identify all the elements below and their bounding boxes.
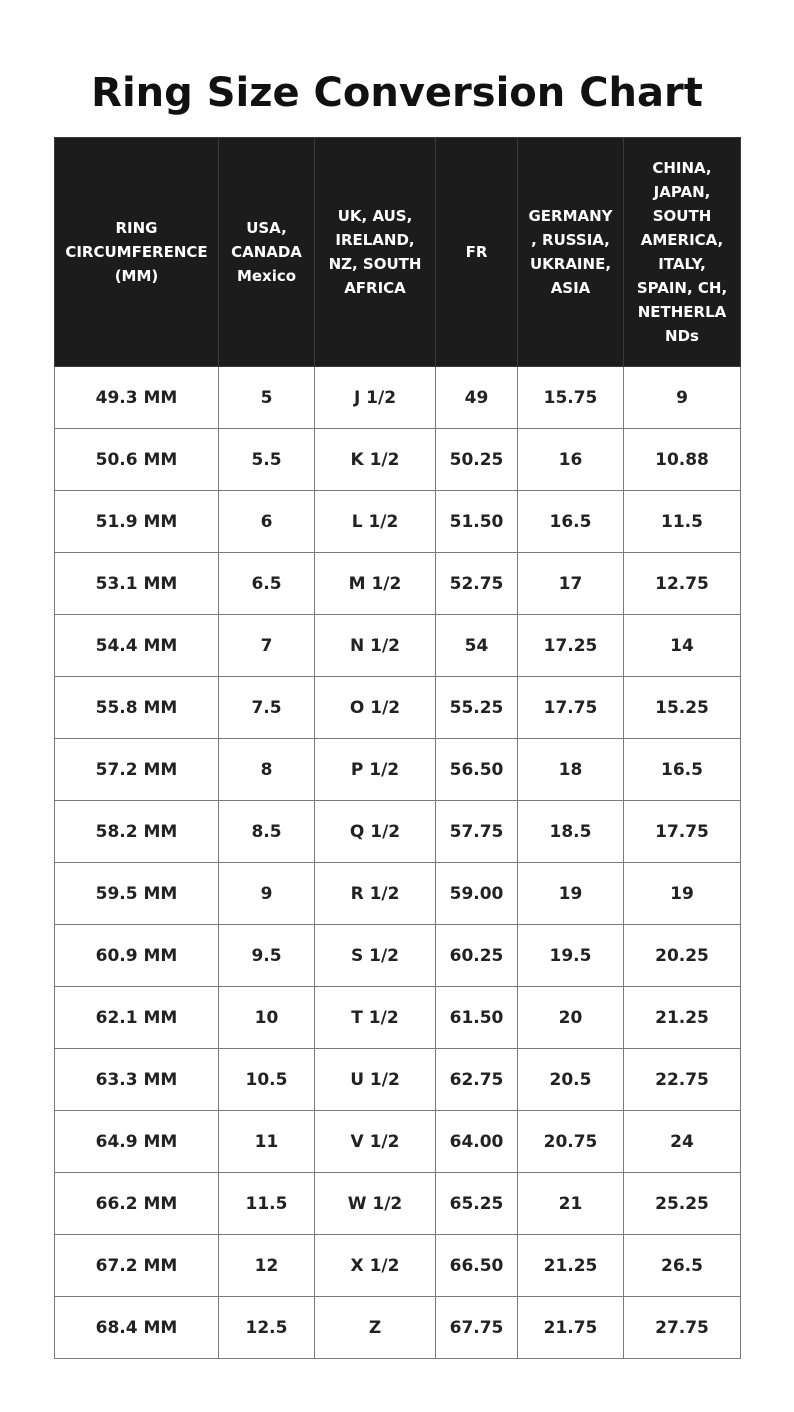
cell-uk-size: V 1/2: [315, 1111, 436, 1173]
column-header-ring-circumference: RING CIRCUMFERENCE (MM): [55, 138, 219, 367]
cell-circumference: 58.2 MM: [55, 801, 219, 863]
cell-uk-size: R 1/2: [315, 863, 436, 925]
cell-germany-size: 19.5: [518, 925, 624, 987]
cell-germany-size: 21.25: [518, 1235, 624, 1297]
cell-circumference: 68.4 MM: [55, 1297, 219, 1359]
cell-usa-size: 8.5: [219, 801, 315, 863]
cell-usa-size: 12.5: [219, 1297, 315, 1359]
cell-fr-size: 57.75: [436, 801, 518, 863]
cell-germany-size: 20.5: [518, 1049, 624, 1111]
cell-circumference: 60.9 MM: [55, 925, 219, 987]
cell-china-size: 27.75: [624, 1297, 741, 1359]
table-row: [55, 491, 741, 553]
cell-china-size: 20.25: [624, 925, 741, 987]
table-row: [55, 801, 741, 863]
cell-germany-size: 21.75: [518, 1297, 624, 1359]
cell-usa-size: 5: [219, 367, 315, 429]
cell-uk-size: N 1/2: [315, 615, 436, 677]
cell-china-size: 15.25: [624, 677, 741, 739]
table-row: [55, 739, 741, 801]
cell-fr-size: 54: [436, 615, 518, 677]
cell-germany-size: 18.5: [518, 801, 624, 863]
cell-fr-size: 51.50: [436, 491, 518, 553]
cell-uk-size: T 1/2: [315, 987, 436, 1049]
cell-china-size: 19: [624, 863, 741, 925]
table-row: [55, 615, 741, 677]
cell-fr-size: 52.75: [436, 553, 518, 615]
cell-uk-size: W 1/2: [315, 1173, 436, 1235]
column-header-germany-russia-ukraine-asia: GERMANY , RUSSIA, UKRAINE, ASIA: [518, 138, 624, 367]
table-row: [55, 1173, 741, 1235]
table-row: [55, 1235, 741, 1297]
cell-circumference: 55.8 MM: [55, 677, 219, 739]
cell-usa-size: 6.5: [219, 553, 315, 615]
table-header: [55, 138, 741, 367]
cell-uk-size: Z: [315, 1297, 436, 1359]
cell-fr-size: 62.75: [436, 1049, 518, 1111]
cell-circumference: 54.4 MM: [55, 615, 219, 677]
cell-fr-size: 67.75: [436, 1297, 518, 1359]
cell-china-size: 14: [624, 615, 741, 677]
page-title: Ring Size Conversion Chart: [91, 69, 703, 116]
table-row: [55, 1297, 741, 1359]
cell-fr-size: 49: [436, 367, 518, 429]
cell-china-size: 9: [624, 367, 741, 429]
table-row: [55, 553, 741, 615]
cell-germany-size: 17.75: [518, 677, 624, 739]
cell-germany-size: 15.75: [518, 367, 624, 429]
cell-circumference: 59.5 MM: [55, 863, 219, 925]
cell-germany-size: 16.5: [518, 491, 624, 553]
cell-usa-size: 5.5: [219, 429, 315, 491]
column-header-china-japan-south-america: CHINA, JAPAN, SOUTH AMERICA, ITALY, SPAIN, CH, NETHERLA NDs: [624, 138, 741, 367]
cell-circumference: 49.3 MM: [55, 367, 219, 429]
cell-usa-size: 8: [219, 739, 315, 801]
cell-china-size: 26.5: [624, 1235, 741, 1297]
cell-circumference: 67.2 MM: [55, 1235, 219, 1297]
cell-usa-size: 6: [219, 491, 315, 553]
cell-fr-size: 64.00: [436, 1111, 518, 1173]
cell-uk-size: U 1/2: [315, 1049, 436, 1111]
cell-china-size: 17.75: [624, 801, 741, 863]
table-row: [55, 1049, 741, 1111]
cell-circumference: 53.1 MM: [55, 553, 219, 615]
cell-circumference: 64.9 MM: [55, 1111, 219, 1173]
table-row: [55, 925, 741, 987]
cell-usa-size: 9: [219, 863, 315, 925]
cell-fr-size: 50.25: [436, 429, 518, 491]
cell-germany-size: 17.25: [518, 615, 624, 677]
cell-usa-size: 10: [219, 987, 315, 1049]
cell-usa-size: 7: [219, 615, 315, 677]
cell-usa-size: 9.5: [219, 925, 315, 987]
cell-uk-size: X 1/2: [315, 1235, 436, 1297]
cell-uk-size: M 1/2: [315, 553, 436, 615]
cell-fr-size: 56.50: [436, 739, 518, 801]
cell-circumference: 57.2 MM: [55, 739, 219, 801]
cell-germany-size: 20: [518, 987, 624, 1049]
cell-china-size: 21.25: [624, 987, 741, 1049]
cell-usa-size: 7.5: [219, 677, 315, 739]
cell-china-size: 16.5: [624, 739, 741, 801]
cell-germany-size: 17: [518, 553, 624, 615]
table-row: [55, 863, 741, 925]
cell-germany-size: 16: [518, 429, 624, 491]
cell-circumference: 51.9 MM: [55, 491, 219, 553]
cell-fr-size: 55.25: [436, 677, 518, 739]
cell-germany-size: 21: [518, 1173, 624, 1235]
table-row: [55, 987, 741, 1049]
table-row: [55, 367, 741, 429]
cell-fr-size: 60.25: [436, 925, 518, 987]
cell-uk-size: O 1/2: [315, 677, 436, 739]
cell-china-size: 25.25: [624, 1173, 741, 1235]
cell-germany-size: 18: [518, 739, 624, 801]
cell-fr-size: 65.25: [436, 1173, 518, 1235]
cell-uk-size: P 1/2: [315, 739, 436, 801]
cell-circumference: 50.6 MM: [55, 429, 219, 491]
column-header-fr: FR: [436, 138, 518, 367]
cell-germany-size: 20.75: [518, 1111, 624, 1173]
column-header-uk-aus-ireland-nz-south-africa: UK, AUS, IRELAND, NZ, SOUTH AFRICA: [315, 138, 436, 367]
cell-fr-size: 61.50: [436, 987, 518, 1049]
cell-uk-size: K 1/2: [315, 429, 436, 491]
cell-uk-size: L 1/2: [315, 491, 436, 553]
cell-fr-size: 59.00: [436, 863, 518, 925]
cell-usa-size: 10.5: [219, 1049, 315, 1111]
cell-germany-size: 19: [518, 863, 624, 925]
cell-uk-size: J 1/2: [315, 367, 436, 429]
cell-circumference: 66.2 MM: [55, 1173, 219, 1235]
cell-china-size: 10.88: [624, 429, 741, 491]
cell-china-size: 11.5: [624, 491, 741, 553]
cell-usa-size: 12: [219, 1235, 315, 1297]
table-row: [55, 429, 741, 491]
cell-uk-size: S 1/2: [315, 925, 436, 987]
ring-size-table: [54, 137, 741, 1359]
column-header-usa-canada-mexico: USA, CANADA Mexico: [219, 138, 315, 367]
cell-china-size: 12.75: [624, 553, 741, 615]
header-row: [55, 138, 741, 367]
table-row: [55, 677, 741, 739]
table-body: [55, 367, 741, 1359]
cell-circumference: 63.3 MM: [55, 1049, 219, 1111]
table-row: [55, 1111, 741, 1173]
cell-usa-size: 11: [219, 1111, 315, 1173]
cell-china-size: 22.75: [624, 1049, 741, 1111]
cell-usa-size: 11.5: [219, 1173, 315, 1235]
cell-uk-size: Q 1/2: [315, 801, 436, 863]
cell-fr-size: 66.50: [436, 1235, 518, 1297]
cell-circumference: 62.1 MM: [55, 987, 219, 1049]
cell-china-size: 24: [624, 1111, 741, 1173]
